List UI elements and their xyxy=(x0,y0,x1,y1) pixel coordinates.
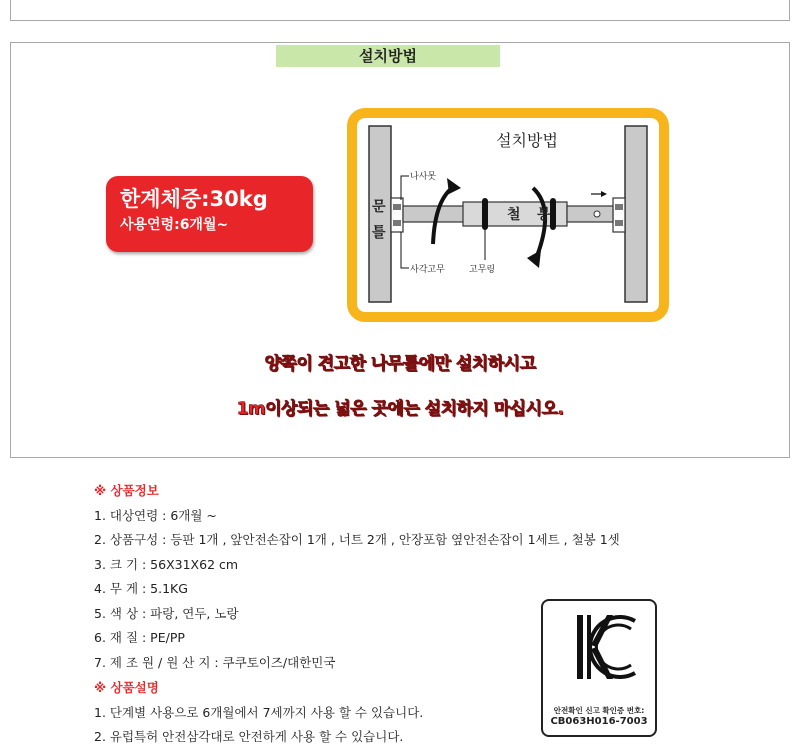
product-info-item: 2. 상품구성 : 등판 1개 , 앞안전손잡이 1개 , 너트 2개 , 안장포함 옆안전손잡이 1세트 , 철봉 1셋 xyxy=(94,532,620,547)
diagram-title: 설치방법 xyxy=(496,131,558,150)
kc-number: CB063H016-7003 xyxy=(550,716,648,727)
product-desc-item: 1. 단계별 사용으로 6개월에서 7세까지 사용 할 수 있습니다. xyxy=(94,705,424,720)
right-screw-top xyxy=(615,204,623,210)
left-screw-bottom xyxy=(393,220,401,226)
left-screw-top xyxy=(393,204,401,210)
door-frame-label-1: 문 xyxy=(372,199,386,215)
product-info-item: 6. 재 질 : PE/PP xyxy=(94,630,185,645)
product-info-item: 3. 크 기 : 56X31X62 cm xyxy=(94,557,239,572)
kc-logo-icon xyxy=(543,601,655,701)
square-rubber-leader xyxy=(401,232,409,268)
weight-limit-badge xyxy=(106,176,313,252)
rubber-ring-1 xyxy=(482,198,488,230)
right-screw-bottom xyxy=(615,220,623,226)
square-rubber-label: 사각고무 xyxy=(410,265,445,275)
left-mount xyxy=(391,198,403,232)
warning-line-2: 1m이상되는 넓은 곳에는 설치하지 마십시오. xyxy=(236,399,564,419)
right-door-frame xyxy=(625,126,647,302)
product-info-item: 1. 대상연령 : 6개월 ~ xyxy=(94,508,217,523)
right-mount xyxy=(613,198,625,232)
screw-label: 나사못 xyxy=(410,172,437,182)
screw-leader xyxy=(401,176,409,200)
product-info-item: 4. 무 게 : 5.1KG xyxy=(94,581,188,596)
warning-line-1: 양쪽이 견고한 나무틀에만 설치하시고 xyxy=(264,354,536,374)
rotate-arrow-right-head xyxy=(527,250,541,268)
push-arrow-right-head xyxy=(601,191,607,197)
bar-label-2: 봉 xyxy=(537,207,551,223)
rubber-ring-label: 고무링 xyxy=(469,265,496,275)
bar-right-segment xyxy=(567,206,613,222)
bar-bolt xyxy=(594,211,600,217)
kc-label: 안전확인 신고 확인증 번호: xyxy=(553,706,645,715)
kc-certification-mark xyxy=(541,599,657,737)
installation-diagram xyxy=(347,108,669,322)
product-info-item: 7. 제 조 원 / 원 산 지 : 쿠쿠토이즈/대한민국 xyxy=(94,655,336,670)
previous-section-box xyxy=(10,0,790,21)
age-range-text: 사용연령:6개월~ xyxy=(120,217,229,233)
product-desc-item: 2. 유럽특허 안전삼각대로 안전하게 사용 할 수 있습니다. xyxy=(94,729,404,744)
door-frame-label-2: 틀 xyxy=(372,225,386,241)
product-info-item: 5. 색 상 : 파랑, 연두, 노랑 xyxy=(94,606,239,621)
product-desc-heading: ※ 상품설명 xyxy=(94,680,159,695)
section-title: 설치방법 xyxy=(276,45,500,67)
product-info-heading: ※ 상품정보 xyxy=(94,483,159,498)
bar-label-1: 철 xyxy=(507,207,521,223)
weight-limit-text: 한계체중:30kg xyxy=(120,187,268,211)
rotate-arrow-left-head xyxy=(447,178,461,194)
